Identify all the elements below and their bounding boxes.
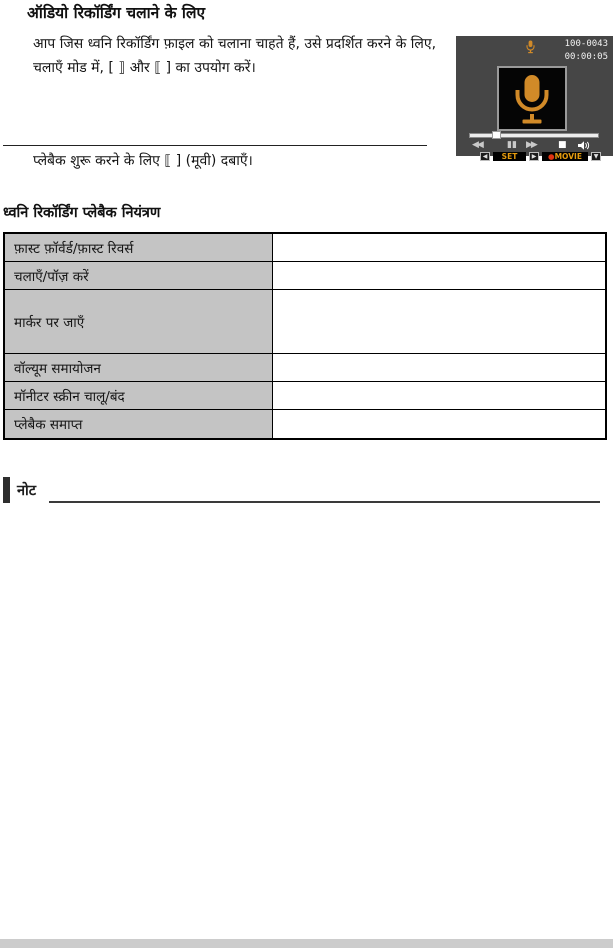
row-description [273, 262, 605, 289]
row-label: प्लेबैक समाप्त [5, 410, 273, 438]
note-rule-line [49, 501, 600, 503]
progress-thumb [492, 131, 501, 139]
note-marker-bar [3, 477, 10, 503]
left-key-icon: ◀ [480, 152, 490, 161]
rewind-icon: ◀◀ [472, 140, 482, 150]
row-label: मार्कर पर जाएँ [5, 290, 273, 353]
table-row [5, 262, 605, 290]
microphone-icon [510, 73, 554, 125]
table-row [5, 290, 605, 354]
movie-label: MOVIE [554, 152, 582, 161]
playback-controls-table [3, 232, 607, 440]
camera-monitor-figure [456, 36, 613, 161]
step-instruction: प्लेबैक शुरू करने के लिए ⟦ ] (मूवी) दबाएँ। [33, 153, 253, 169]
table-row [5, 354, 605, 382]
movie-key-label [542, 152, 588, 161]
row-description [273, 410, 605, 438]
intro-paragraph: आप जिस ध्वनि रिकॉर्डिंग फ़ाइल को चलाना चाहते हैं, उसे प्रदर्शित करने के लिए, चलाएँ मोड में, [ ⟧ और ⟦ ] का उपयोग करें। [33, 36, 437, 76]
table-row [5, 382, 605, 410]
row-description [273, 382, 605, 409]
row-label: चलाएँ/पॉज़ करें [5, 262, 273, 289]
table-row [5, 410, 605, 438]
row-label: फ़ास्ट फ़ॉर्वर्ड/फ़ास्ट रिवर्स [5, 234, 273, 261]
row-description [273, 354, 605, 381]
record-dot-icon: ● [548, 152, 555, 161]
pause-icon: ▮▮ [507, 140, 517, 150]
page-title: ऑडियो रिकॉर्डिंग चलाने के लिए [27, 4, 206, 22]
down-key-icon: ▼ [591, 152, 601, 161]
file-number: 100-0043 [564, 39, 608, 49]
progress-track [469, 133, 599, 138]
controls-table-heading: ध्वनि रिकॉर्डिंग प्लेबैक नियंत्रण [3, 205, 161, 221]
stop-icon: ■ [558, 140, 567, 150]
page-bottom-bar [0, 939, 613, 948]
fast-forward-icon: ▶▶ [526, 140, 536, 150]
table-row [5, 234, 605, 262]
right-key-icon: ▶ [529, 152, 539, 161]
row-label: मॉनीटर स्क्रीन चालू/बंद [5, 382, 273, 409]
set-key-label: SET [493, 152, 526, 161]
note-label: नोट [17, 483, 37, 499]
step-separator-line [3, 145, 427, 146]
mini-microphone-icon [526, 39, 535, 58]
transport-controls [456, 140, 613, 151]
row-description [273, 234, 605, 261]
camera-button-bar [456, 152, 613, 163]
elapsed-time: 00:00:05 [564, 52, 608, 62]
playback-screen [497, 66, 567, 131]
row-label: वॉल्यूम समायोजन [5, 354, 273, 381]
row-description [273, 290, 605, 353]
